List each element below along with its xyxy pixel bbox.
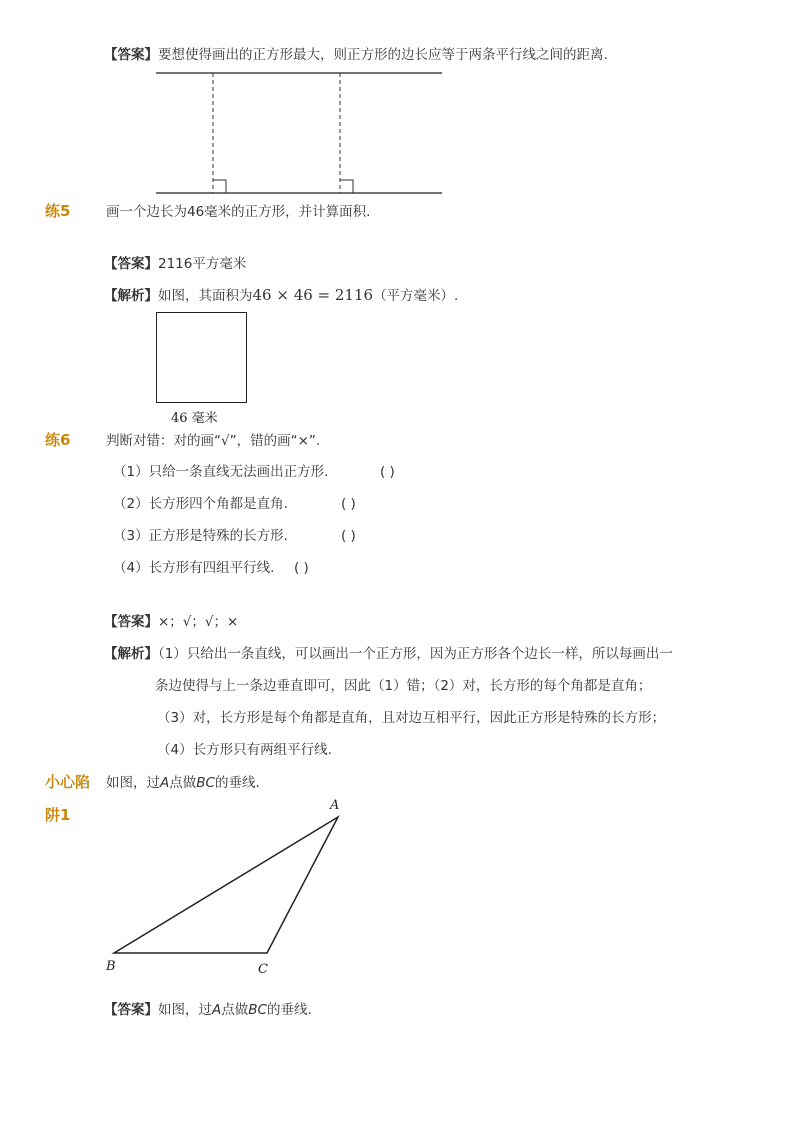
triangle-abc [114,817,338,953]
answer-blank-2[interactable]: ( ) [341,496,356,512]
exercise-5-analysis-prefix: 如图，其面积为 [158,288,253,304]
answer-blank-4[interactable]: ( ) [294,560,309,576]
item-text: （1）只给一条直线无法画出正方形. [113,464,329,480]
answer-text: 如图，过 [158,1002,212,1018]
exercise-5-label: 练5 [45,202,71,220]
trap-1-label-line-2: 阱1 [45,806,71,824]
answer-tag: 【答案】 [104,614,158,630]
trap-1-answer-line [104,1001,312,1019]
vertex-a-label: A [330,798,340,813]
exercise-6-answer: ×；√；√；× [158,614,239,630]
point-a: A [212,1002,222,1018]
exercise-5-question: 画一个边长为46毫米的正方形，并计算面积. [106,204,371,220]
exercise-6-label: 练6 [45,431,71,449]
item-text: （4）长方形有四组平行线. [113,560,275,576]
answer-tag: 【答案】 [104,47,158,63]
point-a: A [160,775,170,791]
exercise-6-question: 判断对错：对的画“√”，错的画“×”. [106,433,321,449]
vertex-b-label: B [106,959,116,974]
answer-blank-1[interactable]: ( ) [380,464,395,480]
question-text: 如图，过 [106,775,160,791]
exercise-6-analysis-line-2: 条边使得与上一条边垂直即可，因此（1）错；（2）对，长方形的每个角都是直角； [155,678,652,694]
question-text: 的垂线. [214,775,260,791]
exercise-5-answer: 2116平方毫米 [158,256,247,272]
answer-text: 的垂线. [266,1002,312,1018]
vertex-c-label: C [258,962,268,977]
exercise-5-analysis-math: 46 × 46 = 2116 [252,286,374,304]
analysis-tag: 【解析】 [104,646,158,662]
analysis-text: （1）只给出一条直线，可以画出一个正方形，因为正方形各个边长一样，所以每画出一 [158,646,673,662]
item-text: （2）长方形四个角都是直角. [113,496,288,512]
answer-tag: 【答案】 [104,256,158,272]
segment-bc: BC [196,775,215,791]
exercise-6-analysis-line-4: （4）长方形只有两组平行线. [157,742,332,758]
segment-bc: BC [248,1002,267,1018]
exercise-6-analysis-line-3: （3）对，长方形是每个角都是直角，且对边互相平行，因此正方形是特殊的长方形； [157,710,666,726]
top-answer-text: 要想使得画出的正方形最大，则正方形的边长应等于两条平行线之间的距离. [158,47,608,63]
analysis-tag: 【解析】 [104,288,158,304]
question-text: 点做 [169,775,197,791]
answer-tag: 【答案】 [104,1002,158,1018]
answer-blank-3[interactable]: ( ) [341,528,356,544]
exercise-5-analysis-suffix: （平方毫米）. [373,288,459,304]
trap-1-label-line-1: 小心陷 [45,773,91,791]
answer-text: 点做 [221,1002,249,1018]
square-side-label: 46 毫米 [171,411,218,426]
item-text: （3）正方形是特殊的长方形. [113,528,288,544]
